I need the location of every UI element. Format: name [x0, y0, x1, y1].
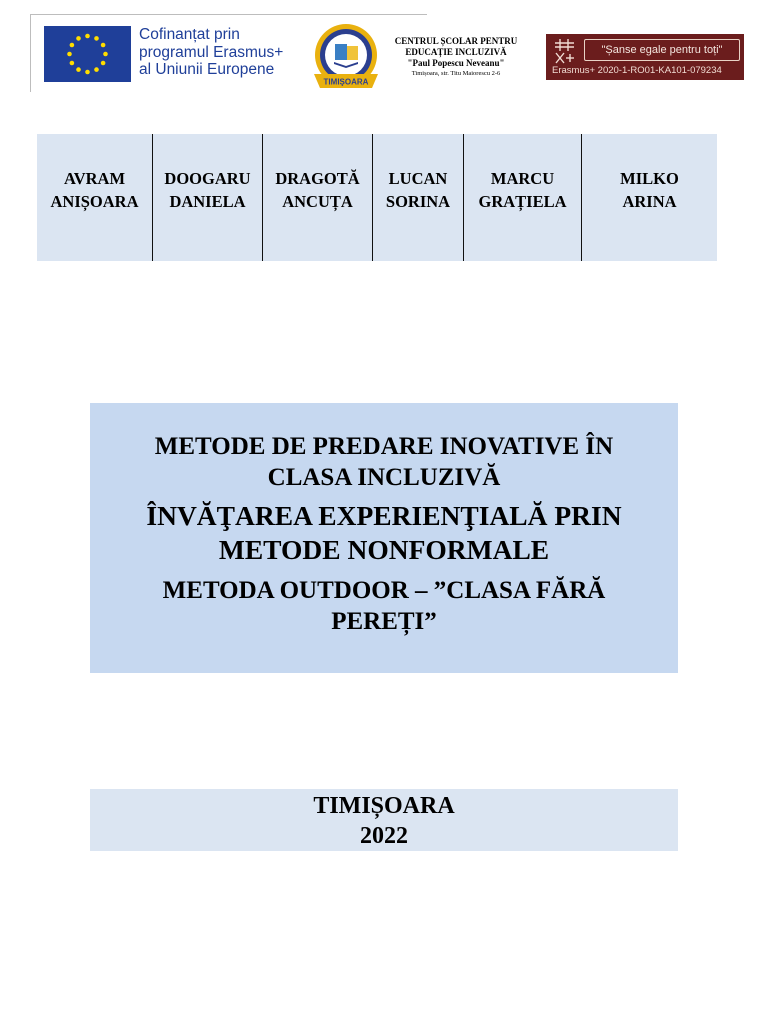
authors-table: [37, 134, 717, 261]
hashtag-symbol-icon: [552, 37, 578, 65]
eu-text-line: Cofinanțat prin: [139, 26, 240, 43]
school-name-line: CENTRUL ȘCOLAR PENTRU: [394, 36, 518, 46]
author-cell: [37, 134, 153, 261]
author-cell: [153, 134, 263, 261]
author-given-name: SORINA: [385, 192, 451, 211]
author-surname: MILKO: [620, 169, 679, 188]
author-surname: DOOGARU: [164, 169, 251, 188]
author-surname: DRAGOTĂ: [275, 169, 360, 188]
subtitle-line: METODE NONFORMALE: [218, 534, 550, 565]
publication-year: 2022: [360, 823, 408, 849]
place-date-box: [90, 789, 678, 851]
author-surname: MARCU: [490, 169, 555, 188]
author-cell: [373, 134, 464, 261]
author-surname: LUCAN: [388, 169, 448, 188]
author-given-name: DANIELA: [169, 192, 246, 211]
author-given-name: ARINA: [622, 192, 677, 211]
author-surname: AVRAM: [63, 169, 126, 188]
eu-flag-icon: [44, 26, 131, 82]
header-divider: [30, 14, 427, 15]
school-address: Timișoara, str. Titu Maiorescu 2-6: [411, 70, 501, 77]
author-cell: [582, 134, 717, 261]
eu-cofunded-text: [139, 26, 309, 79]
erasmus-project-badge: [546, 34, 744, 80]
title-line: METODE DE PREDARE INOVATIVE ÎN: [154, 433, 614, 460]
school-name-block: [384, 36, 528, 78]
author-cell: [464, 134, 582, 261]
project-slogan: "Șanse egale pentru toți": [584, 39, 740, 61]
subtitle-line: ÎNVĂŢAREA EXPERIENŢIALĂ PRIN: [146, 500, 622, 531]
eu-text-line: al Uniunii Europene: [139, 61, 275, 78]
project-code: Erasmus+ 2020-1-RO01-KA101-079234: [552, 65, 722, 76]
title-line: CLASA INCLUZIVĂ: [267, 464, 501, 491]
author-given-name: ANCUȚA: [282, 192, 353, 211]
author-given-name: GRAȚIELA: [478, 192, 567, 211]
school-name-line: EDUCAȚIE INCLUZIVĂ: [405, 47, 507, 57]
eu-cofunded-logo: [44, 26, 300, 83]
school-name-line: "Paul Popescu Neveanu": [407, 58, 505, 68]
school-seal-logo: [308, 22, 384, 94]
seal-text: TIMIŞOARA: [323, 77, 369, 87]
method-line: PEREȚI”: [331, 608, 437, 635]
author-given-name: ANIȘOARA: [50, 192, 139, 211]
document-title-box: [90, 403, 678, 673]
city-name: TIMIȘOARA: [313, 793, 455, 819]
header-divider-left: [30, 14, 31, 92]
eu-text-line: programul Erasmus+: [139, 43, 284, 61]
author-cell: [263, 134, 373, 261]
method-line: METODA OUTDOOR – ”CLASA FĂRĂ: [162, 577, 606, 604]
